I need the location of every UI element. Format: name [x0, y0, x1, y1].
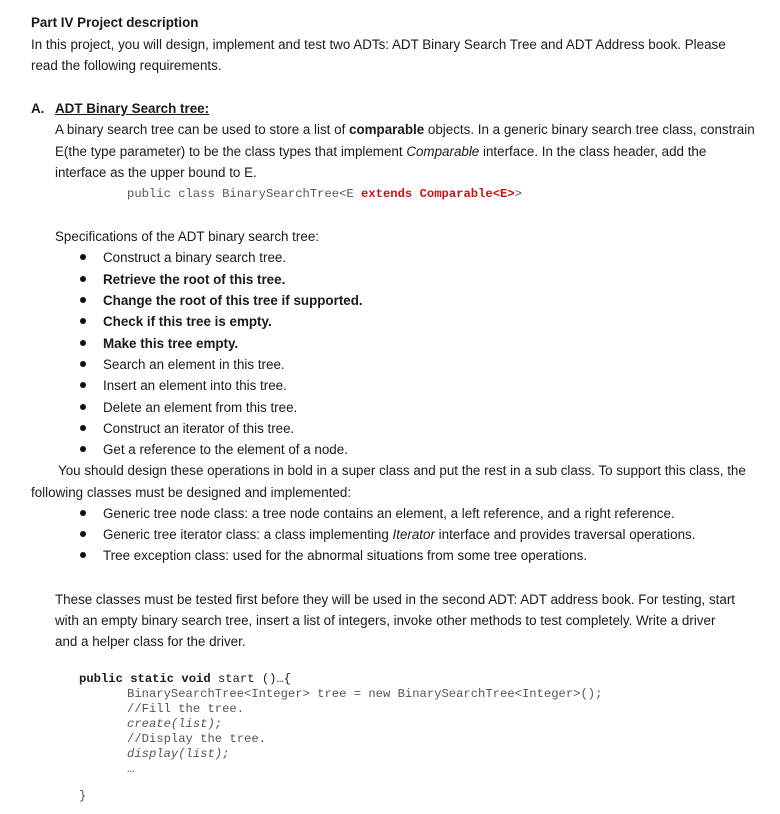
bullet-dot	[80, 340, 86, 346]
code-close-brace: }	[79, 789, 87, 803]
spec-item: Retrieve the root of this tree.	[103, 272, 286, 287]
para1-text: E(the type parameter) to be the class types that implement	[55, 144, 407, 159]
code-text: >	[514, 187, 522, 201]
spec-item: Construct an iterator of this tree.	[103, 421, 295, 436]
bullet-dot	[80, 425, 86, 431]
code-line: display(list);	[127, 747, 230, 761]
code-keyword: public static void	[79, 672, 211, 686]
testing-line-3: and a helper class for the driver.	[55, 634, 246, 649]
bullet-dot	[80, 552, 86, 558]
class-italic: Iterator	[392, 527, 435, 542]
code-text: public class BinarySearchTree<E	[127, 187, 362, 201]
intro-line-2: read the following requirements.	[31, 58, 222, 73]
class-item-exception: Tree exception class: used for the abnormal situations from some tree operations.	[103, 548, 588, 563]
bullet-dot	[80, 361, 86, 367]
code-line: BinarySearchTree<Integer> tree = new BinarySearchTree<Integer>();	[127, 687, 603, 701]
para1-italic: Comparable	[406, 144, 480, 159]
code-ellipsis: …	[127, 762, 135, 776]
code-signature	[79, 673, 291, 685]
para1-text: objects. In a generic binary search tree class, constrain	[424, 122, 755, 137]
intro-line-1: In this project, you will design, implement and test two ADTs: ADT Binary Search Tree and ADT Address book. Please	[31, 37, 726, 52]
code-keyword: Comparable<E>	[419, 187, 515, 201]
para1-line-1	[55, 123, 755, 136]
class-item-iterator	[103, 528, 695, 541]
section-a-marker: A.	[31, 101, 45, 116]
code-keyword: extends	[361, 187, 413, 201]
class-text: interface and provides traversal operations.	[434, 527, 696, 542]
spec-item: Change the root of this tree if supported.	[103, 293, 363, 308]
para1-bold: comparable	[349, 122, 425, 137]
code-comment: //Display the tree.	[127, 732, 266, 746]
code-comment: //Fill the tree.	[127, 702, 245, 716]
spec-heading: Specifications of the ADT binary search tree:	[55, 229, 319, 244]
para1-text: A binary search tree can be used to store a list of	[55, 122, 350, 137]
bullet-dot	[80, 318, 86, 324]
bullet-dot	[80, 276, 86, 282]
spec-item: Get a reference to the element of a node.	[103, 442, 348, 457]
spec-item: Delete an element from this tree.	[103, 400, 298, 415]
bullet-dot	[80, 510, 86, 516]
design-line-1: You should design these operations in bold in a super class and put the rest in a sub class. To support this class, the	[58, 463, 746, 478]
class-header-code	[127, 188, 522, 200]
code-text: start ()…{	[210, 672, 292, 686]
code-line: create(list);	[127, 717, 223, 731]
section-a-title: ADT Binary Search tree:	[55, 101, 210, 116]
spec-item: Make this tree empty.	[103, 336, 239, 351]
design-line-2: following classes must be designed and implemented:	[31, 485, 352, 500]
bullet-dot	[80, 446, 86, 452]
bullet-dot	[80, 382, 86, 388]
para1-line-3: interface as the upper bound to E.	[55, 165, 257, 180]
bullet-dot	[80, 404, 86, 410]
bullet-dot	[80, 254, 86, 260]
bullet-dot	[80, 297, 86, 303]
class-text: Generic tree iterator class: a class implementing	[103, 527, 393, 542]
para1-text: interface. In the class header, add the	[479, 144, 707, 159]
spec-item: Construct a binary search tree.	[103, 250, 287, 265]
spec-item: Check if this tree is empty.	[103, 314, 272, 329]
testing-line-1: These classes must be tested first before they will be used in the second ADT: ADT address book. For testing, start	[55, 592, 736, 607]
bullet-dot	[80, 531, 86, 537]
class-item-node: Generic tree node class: a tree node contains an element, a left reference, and a right reference.	[103, 506, 675, 521]
part-title: Part IV Project description	[31, 15, 199, 30]
para1-line-2	[55, 145, 706, 158]
spec-item: Insert an element into this tree.	[103, 378, 287, 393]
testing-line-2: with an empty binary search tree, insert a list of integers, invoke other methods to test completely. Write a driver	[55, 613, 716, 628]
spec-item: Search an element in this tree.	[103, 357, 285, 372]
